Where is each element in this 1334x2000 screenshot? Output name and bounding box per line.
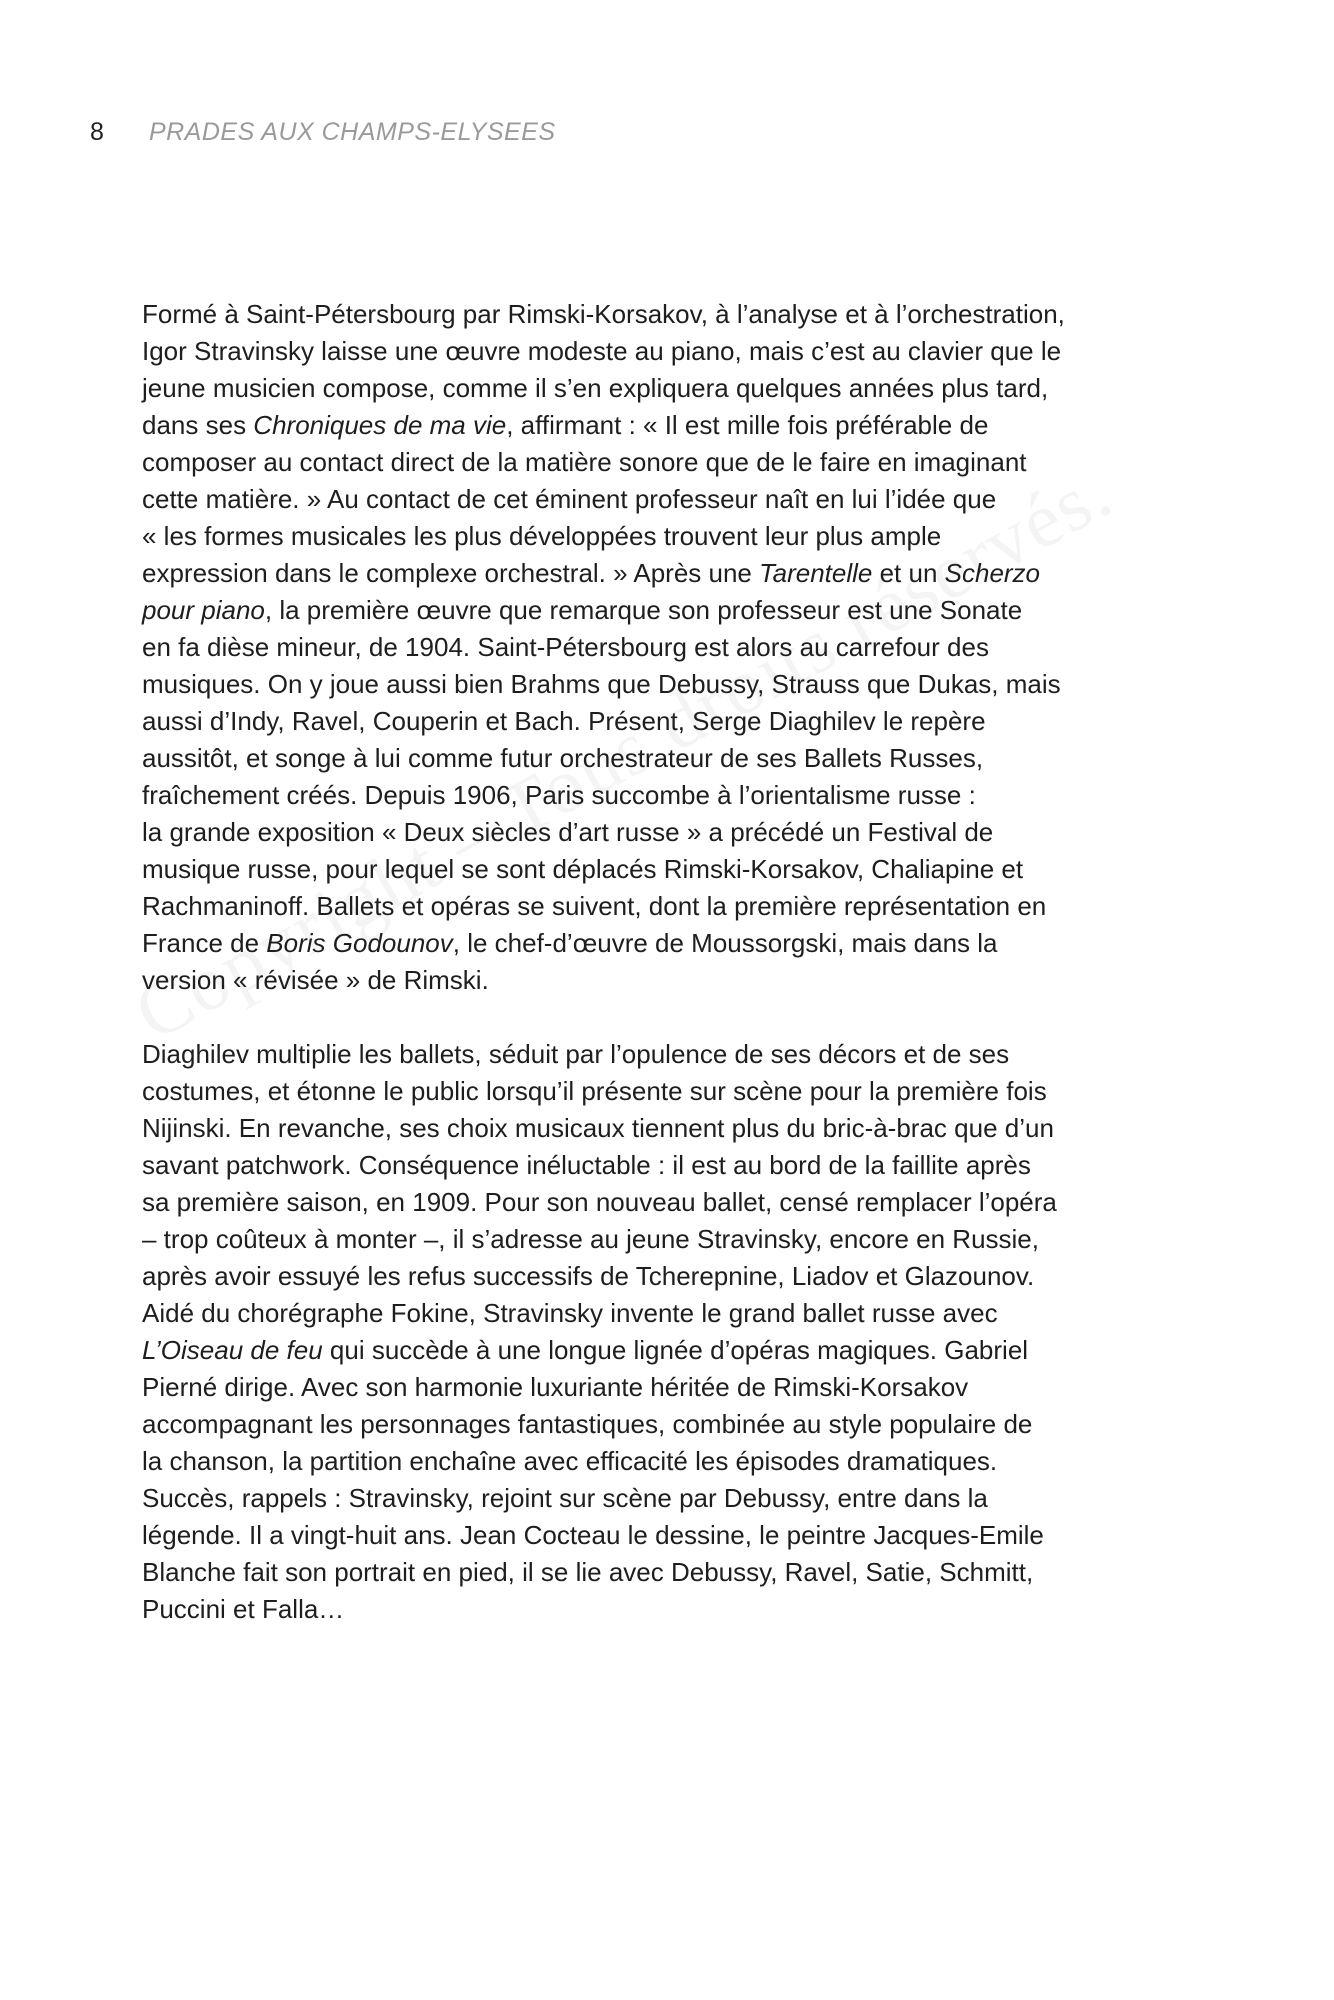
text-run: fraîchement créés. Depuis 1906, Paris succombe à l’orientalisme russe :	[142, 780, 976, 810]
text-run: aussi d’Indy, Ravel, Couperin et Bach. Présent, Serge Diaghilev le repère	[142, 706, 986, 736]
text-line	[142, 296, 1222, 333]
text-line	[142, 444, 1222, 481]
text-run: savant patchwork. Conséquence inéluctable : il est au bord de la faillite après	[142, 1150, 1031, 1180]
text-run: composer au contact direct de la matière sonore que de le faire en imaginant	[142, 447, 1027, 477]
text-run: Diaghilev multiplie les ballets, séduit par l’opulence de ses décors et de ses	[142, 1039, 1010, 1069]
text-run: Blanche fait son portrait en pied, il se lie avec Debussy, Ravel, Satie, Schmitt,	[142, 1557, 1034, 1587]
italic-title: Boris Godounov	[266, 928, 453, 958]
text-run: jeune musicien compose, comme il s’en expliquera quelques années plus tard,	[142, 373, 1049, 403]
text-run: Nijinski. En revanche, ses choix musicaux tiennent plus du bric-à-brac que d’un	[142, 1113, 1054, 1143]
text-line	[142, 555, 1222, 592]
text-line	[142, 1517, 1222, 1554]
text-run: , affirmant : « Il est mille fois préférable de	[506, 410, 989, 440]
text-run: musique russe, pour lequel se sont déplacés Rimski-Korsakov, Chaliapine et	[142, 854, 1024, 884]
text-run: et un	[872, 558, 945, 588]
text-line	[142, 962, 1222, 999]
text-line	[142, 333, 1222, 370]
page-number: 8	[90, 118, 104, 146]
text-run: Formé à Saint-Pétersbourg par Rimski-Korsakov, à l’analyse et à l’orchestration,	[142, 299, 1065, 329]
text-line	[142, 1443, 1222, 1480]
text-line	[142, 592, 1222, 629]
text-line	[142, 814, 1222, 851]
text-line	[142, 703, 1222, 740]
text-line	[142, 1554, 1222, 1591]
text-line	[142, 1406, 1222, 1443]
text-line	[142, 851, 1222, 888]
text-line	[142, 629, 1222, 666]
text-line	[142, 925, 1222, 962]
text-run: accompagnant les personnages fantastiques, combinée au style populaire de	[142, 1409, 1033, 1439]
paragraph	[142, 1036, 1222, 1628]
text-run: , la première œuvre que remarque son professeur est une Sonate	[264, 595, 1023, 625]
body-text	[142, 296, 1222, 1665]
text-run: Succès, rappels : Stravinsky, rejoint sur scène par Debussy, entre dans la	[142, 1483, 988, 1513]
text-run: aussitôt, et songe à lui comme futur orchestrateur de ses Ballets Russes,	[142, 743, 984, 773]
italic-title: Scherzo	[944, 558, 1041, 588]
text-run: cette matière. » Au contact de cet éminent professeur naît en lui l’idée que	[142, 484, 997, 514]
text-line	[142, 666, 1222, 703]
text-run: – trop coûteux à monter –, il s’adresse au jeune Stravinsky, encore en Russie,	[142, 1224, 1039, 1254]
text-line	[142, 370, 1222, 407]
text-line	[142, 1258, 1222, 1295]
text-run: costumes, et étonne le public lorsqu’il présente sur scène pour la première fois	[142, 1076, 1047, 1106]
text-run: « les formes musicales les plus développées trouvent leur plus ample	[142, 521, 942, 551]
text-line	[142, 1184, 1222, 1221]
italic-title: L’Oiseau de feu	[142, 1335, 323, 1365]
text-run: musiques. On y joue aussi bien Brahms que Debussy, Strauss que Dukas, mais	[142, 669, 1061, 699]
text-run: Rachmaninoff. Ballets et opéras se suivent, dont la première représentation en	[142, 891, 1047, 921]
text-line	[142, 1295, 1222, 1332]
text-run: Pierné dirige. Avec son harmonie luxuriante héritée de Rimski-Korsakov	[142, 1372, 969, 1402]
text-run: Igor Stravinsky laisse une œuvre modeste au piano, mais c’est au clavier que le	[142, 336, 1062, 366]
italic-title: Tarentelle	[759, 558, 873, 588]
text-run: la grande exposition « Deux siècles d’art russe » a précédé un Festival de	[142, 817, 994, 847]
text-line	[142, 888, 1222, 925]
text-line	[142, 407, 1222, 444]
text-line	[142, 518, 1222, 555]
text-run: version « révisée » de Rimski.	[142, 965, 489, 995]
text-run: sa première saison, en 1909. Pour son nouveau ballet, censé remplacer l’opéra	[142, 1187, 1057, 1217]
text-run: , le chef-d’œuvre de Moussorgski, mais dans la	[452, 928, 998, 958]
text-line	[142, 1369, 1222, 1406]
text-run: expression dans le complexe orchestral. » Après une	[142, 558, 760, 588]
italic-title: pour piano	[142, 595, 265, 625]
text-line	[142, 1073, 1222, 1110]
text-run: après avoir essuyé les refus successifs de Tcherepnine, Liadov et Glazounov.	[142, 1261, 1035, 1291]
text-run: en fa dièse mineur, de 1904. Saint-Pétersbourg est alors au carrefour des	[142, 632, 989, 662]
running-title: PRADES AUX CHAMPS-ELYSEES	[148, 118, 556, 146]
text-line	[142, 740, 1222, 777]
text-run: dans ses	[142, 410, 254, 440]
text-run: qui succède à une longue lignée d’opéras magiques. Gabriel	[322, 1335, 1029, 1365]
italic-title: Chroniques de ma vie	[253, 410, 507, 440]
text-run: la chanson, la partition enchaîne avec efficacité les épisodes dramatiques.	[142, 1446, 998, 1476]
paragraph	[142, 296, 1222, 999]
running-header	[90, 117, 556, 147]
text-line	[142, 1480, 1222, 1517]
text-line	[142, 1147, 1222, 1184]
text-line	[142, 1110, 1222, 1147]
text-line	[142, 777, 1222, 814]
text-line	[142, 1221, 1222, 1258]
text-line	[142, 1036, 1222, 1073]
text-run: légende. Il a vingt-huit ans. Jean Cocteau le dessine, le peintre Jacques-Emile	[142, 1520, 1044, 1550]
text-run: France de	[142, 928, 267, 958]
text-line	[142, 1591, 1222, 1628]
text-run: Puccini et Falla…	[142, 1594, 345, 1624]
text-line	[142, 481, 1222, 518]
text-run: Aidé du chorégraphe Fokine, Stravinsky invente le grand ballet russe avec	[142, 1298, 998, 1328]
text-line	[142, 1332, 1222, 1369]
